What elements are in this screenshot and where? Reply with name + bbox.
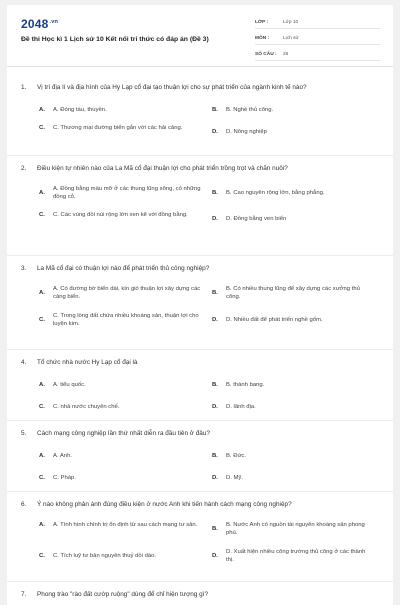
option-text: A. Đóng tàu, thuyền. <box>53 107 107 113</box>
document-header <box>7 5 393 67</box>
option-c[interactable] <box>39 211 204 219</box>
question-number: 6. <box>21 501 27 508</box>
option-d[interactable] <box>212 474 372 482</box>
option-c[interactable] <box>39 552 204 560</box>
meta-value: Lịch sử <box>283 35 299 41</box>
option-d[interactable] <box>212 316 372 324</box>
question-item <box>7 84 393 170</box>
question-divider <box>7 155 393 156</box>
question-text: La Mã cổ đại có thuận lợi nào để phát triển thủ công nghiệp? <box>37 265 210 272</box>
option-letter: C. <box>39 212 45 219</box>
option-letter: A. <box>39 290 45 297</box>
option-text: B. Cao nguyên rộng lớn, bằng phẳng. <box>226 190 325 196</box>
question-number: 2. <box>21 165 27 172</box>
option-letter: B. <box>212 190 218 197</box>
question-item <box>7 265 393 355</box>
question-item <box>7 165 393 255</box>
option-text: D. lãnh địa. <box>226 404 256 410</box>
question-text: Điều kiện tự nhiên nào của La Mã cổ đại thuận lợi cho phát triển trồng trọt và chăn nuôi? <box>37 165 288 172</box>
question-divider <box>7 491 393 492</box>
question-divider <box>7 420 393 421</box>
option-c[interactable] <box>39 474 204 482</box>
option-a[interactable] <box>39 452 204 460</box>
option-text: B. Có nhiều thung lũng để xây dựng các xưởng thủ công. <box>226 286 360 301</box>
question-text: Ý nào không phản ánh đúng điều kiện ở nước Anh khi tiến hành cách mạng công nghiệp? <box>37 501 292 508</box>
question-text: Cách mạng công nghiệp lần thứ nhất diễn ra đầu tiên ở đâu? <box>37 430 210 437</box>
option-text: C. nhà nước chuyên chế. <box>53 404 120 410</box>
question-text: Phong trào "rào đất cướp ruộng" dùng để chỉ hiện tượng gì? <box>37 591 209 598</box>
option-text: B. Nước Anh có nguồn tài nguyên khoáng sản phong phú. <box>226 522 365 537</box>
option-text: A. Tình hình chính trị ổn định từ sau cách mạng tư sản. <box>53 522 198 528</box>
option-letter: A. <box>39 190 45 197</box>
option-a[interactable] <box>39 521 204 529</box>
option-b[interactable] <box>212 452 372 460</box>
option-b[interactable] <box>212 521 372 538</box>
meta-value: 26 <box>283 51 289 57</box>
question-number: 3. <box>21 265 27 272</box>
option-letter: D. <box>212 404 218 411</box>
question-header <box>21 84 381 91</box>
option-letter: D. <box>212 475 218 482</box>
option-text: A. Có đường bờ biển dài, kín gió thuận lợi xây dựng các cảng biển. <box>53 286 201 301</box>
question-header <box>21 359 381 366</box>
question-item <box>7 591 393 605</box>
option-letter: D. <box>212 553 218 560</box>
option-letter: B. <box>212 526 218 533</box>
option-text: B. Nghề thủ công. <box>226 107 274 113</box>
option-text: D. Đồng bằng ven biển <box>226 216 287 222</box>
option-b[interactable] <box>212 106 372 114</box>
option-a[interactable] <box>39 185 204 202</box>
question-number: 7. <box>21 591 27 598</box>
option-letter: B. <box>212 107 218 114</box>
option-b[interactable] <box>212 189 372 197</box>
option-letter: C. <box>39 125 45 132</box>
question-divider <box>7 581 393 582</box>
option-d[interactable] <box>212 128 372 136</box>
option-text: A. tiểu quốc. <box>53 382 86 388</box>
logo-main: 2048 <box>21 17 49 31</box>
option-letter: C. <box>39 404 45 411</box>
option-d[interactable] <box>212 215 372 223</box>
option-text: B. Đức. <box>226 453 246 459</box>
option-text: A. Anh. <box>53 453 72 459</box>
option-text: C. Thương mại đường biển gắn với các hải cảng. <box>53 125 183 131</box>
site-logo[interactable] <box>21 17 58 31</box>
question-header <box>21 430 381 437</box>
question-header <box>21 265 381 272</box>
option-text: A. Đồng bằng màu mỡ ở các thung lũng sông, có những đồng cỏ. <box>53 186 201 201</box>
option-letter: A. <box>39 107 45 114</box>
option-text: D. Mỹ. <box>226 475 244 481</box>
question-header <box>21 591 381 598</box>
option-text: B. thành bang. <box>226 382 265 388</box>
option-letter: D. <box>212 317 218 324</box>
logo-suffix: .vn <box>49 19 59 25</box>
question-item <box>7 501 393 587</box>
question-number: 4. <box>21 359 27 366</box>
option-letter: A. <box>39 382 45 389</box>
option-c[interactable] <box>39 124 204 132</box>
meta-row-subject <box>255 32 380 45</box>
question-text: Tổ chức nhà nước Hy Lạp cổ đại là <box>37 359 138 366</box>
meta-row-count <box>255 48 380 61</box>
question-header <box>21 501 381 508</box>
document-page <box>7 5 393 605</box>
question-number: 1. <box>21 84 27 91</box>
option-letter: A. <box>39 522 45 529</box>
question-item <box>7 359 393 423</box>
option-b[interactable] <box>212 285 372 302</box>
option-a[interactable] <box>39 381 204 389</box>
question-text: Vị trí địa lí và địa hình của Hy Lạp cổ đại tạo thuận lợi cho sự phát triển của ngành kinh tế nào? <box>37 84 307 91</box>
option-c[interactable] <box>39 403 204 411</box>
option-text: D. Nông nghiệp <box>226 129 267 135</box>
meta-row-class <box>255 16 380 29</box>
option-text: C. Tích luỹ tư bản nguyên thuỷ dồi dào. <box>53 553 157 559</box>
option-text: C. Trong lòng đất chứa nhiều khoáng sản, thuận lợi cho luyện kim. <box>53 313 199 328</box>
option-c[interactable] <box>39 312 204 329</box>
meta-label: MÔN : <box>255 35 270 41</box>
question-item <box>7 430 393 494</box>
meta-label: SỐ CÂU : <box>255 51 277 57</box>
option-letter: B. <box>212 453 218 460</box>
option-d[interactable] <box>212 403 372 411</box>
question-divider <box>7 255 393 256</box>
option-letter: D. <box>212 129 218 136</box>
option-text: D. Nhiều đất để phát triển nghề gốm. <box>226 317 323 323</box>
question-divider <box>7 349 393 350</box>
option-text: D. Xuất hiện nhiều công trường thủ công ở các thành thị. <box>226 549 366 564</box>
option-a[interactable] <box>39 106 204 114</box>
option-text: C. Pháp. <box>53 475 76 481</box>
question-number: 5. <box>21 430 27 437</box>
meta-label: LỚP : <box>255 19 269 25</box>
option-a[interactable] <box>39 285 204 302</box>
option-letter: D. <box>212 216 218 223</box>
option-letter: C. <box>39 553 45 560</box>
option-d[interactable] <box>212 548 372 565</box>
option-letter: A. <box>39 453 45 460</box>
option-b[interactable] <box>212 381 372 389</box>
question-header <box>21 165 381 172</box>
option-letter: B. <box>212 290 218 297</box>
option-letter: C. <box>39 317 45 324</box>
meta-value: Lớp 10 <box>283 19 299 25</box>
page-title: Đề thi Học kì 1 Lịch sử 10 Kết nối tri thức có đáp án (Đề 3) <box>21 36 209 43</box>
option-text: C. Các vùng đồi núi rộng lớn xen kẽ với đồng bằng. <box>53 212 188 218</box>
option-letter: B. <box>212 382 218 389</box>
option-letter: C. <box>39 475 45 482</box>
document-meta <box>255 16 380 64</box>
